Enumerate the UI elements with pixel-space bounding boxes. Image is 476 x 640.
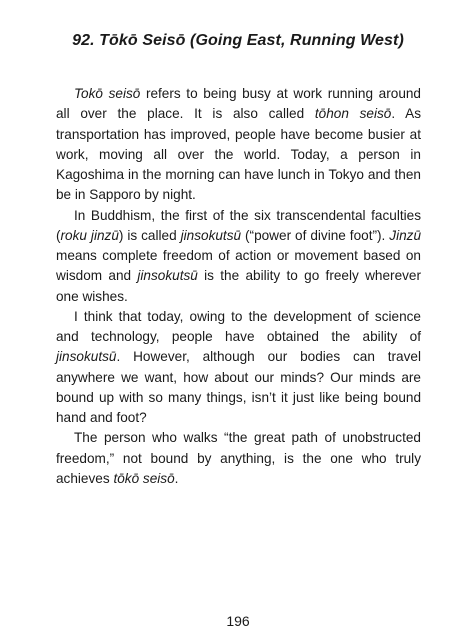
page-number: 196	[226, 613, 250, 629]
text-run: .	[174, 470, 179, 486]
italic-term: jinsokutsū	[180, 227, 242, 243]
text-run: refers to being busy at work running around all over the place. It is also called	[56, 86, 421, 122]
italic-term: tōkō seisō	[113, 470, 175, 486]
body-text	[56, 84, 421, 489]
italic-term: Tokō seisō	[74, 86, 141, 101]
text-run: I think that today, owing to the development of science and technology, people have obtained the ability of	[56, 308, 421, 344]
chapter-title: 92. Tōkō Seisō (Going East, Running West)	[72, 32, 404, 49]
italic-term: jinsokutsū	[56, 349, 117, 365]
paragraph-2	[56, 206, 421, 307]
text-run: is the ability to go freely wherever one wishes.	[56, 268, 422, 304]
paragraph-1	[56, 84, 421, 206]
text-run: ) is called	[118, 227, 181, 243]
italic-term: roku jinzū	[60, 227, 119, 243]
text-run: . However, although our bodies can travel anywhere we want, how about our minds? Our minds are bound up with so many things, isn’t it just like being bound hand and foot?	[56, 349, 421, 425]
paragraph-3	[56, 307, 421, 429]
italic-term: jinsokutsū	[137, 268, 198, 284]
text-run: (“power of divine foot”).	[241, 227, 390, 243]
text-run: . As transportation has improved, people have become busier at work, moving all over the world. Today, a person in Kagoshima in the morning can have lunch in Tokyo and then be in Sapporo by night.	[56, 106, 421, 203]
italic-term: Jinzū	[389, 227, 421, 243]
text-run: means complete freedom of action or movement based on wisdom and	[56, 248, 421, 284]
text-run: The person who walks “the great path of unobstructed freedom,” not bound by anything, is the one who truly achieves	[56, 430, 421, 486]
text-run: In Buddhism, the first of the six transcendental faculties (	[56, 207, 421, 243]
paragraph-4	[56, 428, 421, 489]
italic-term: tōhon seisō	[314, 106, 392, 122]
